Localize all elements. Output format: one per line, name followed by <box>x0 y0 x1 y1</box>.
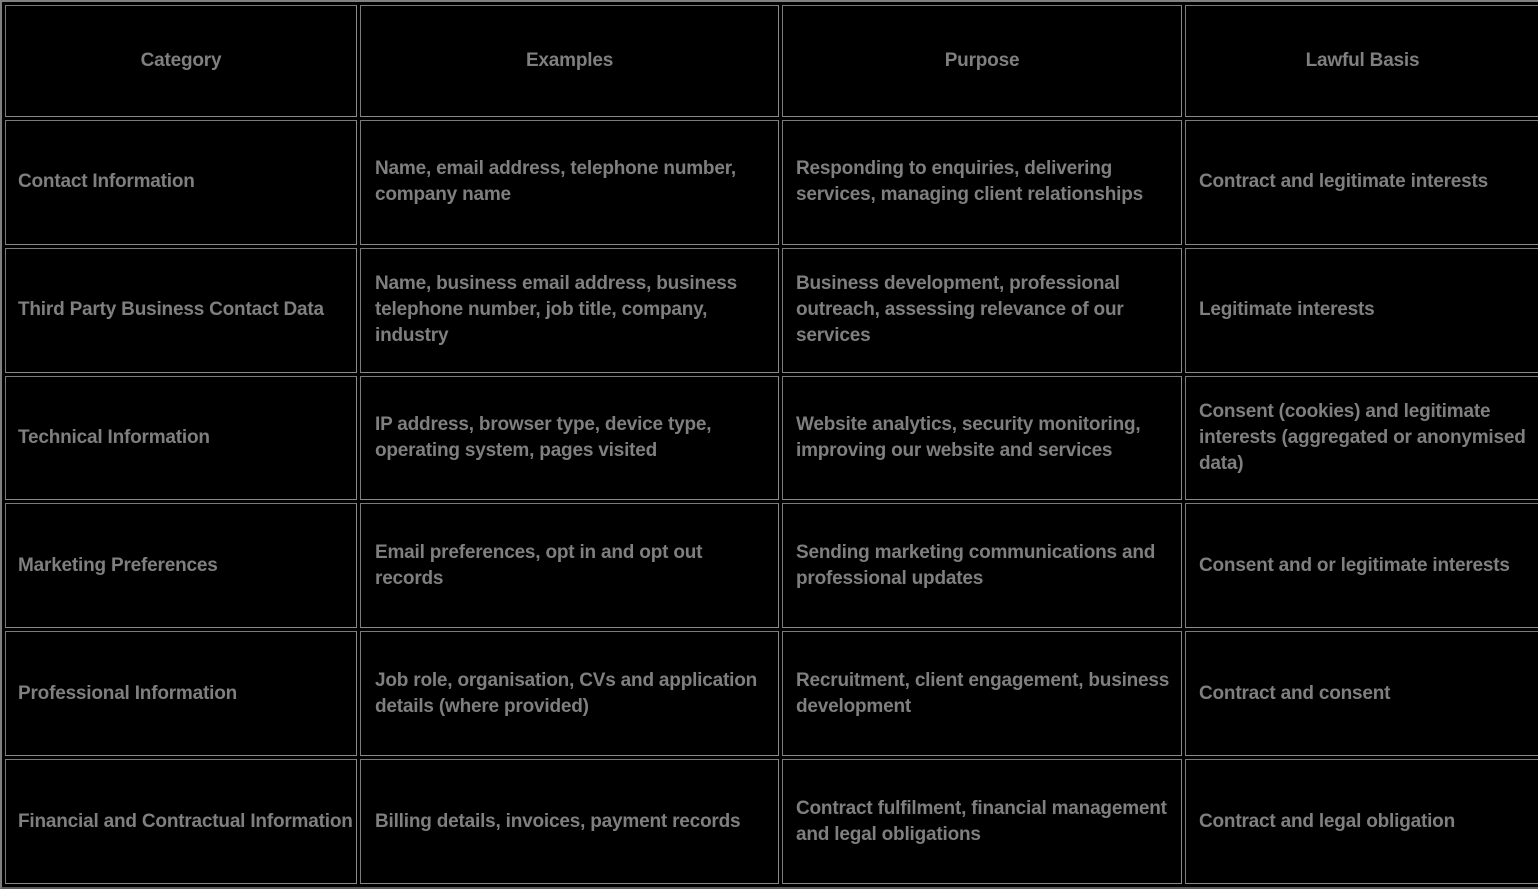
examples-cell: Job role, organisation, CVs and application details (where provided) <box>360 631 779 756</box>
table-header <box>5 5 1538 117</box>
examples-cell: Email preferences, opt in and opt out records <box>360 503 779 628</box>
table-row <box>5 631 1538 756</box>
header-examples: Examples <box>360 5 779 117</box>
table-row <box>5 376 1538 501</box>
purpose-cell: Recruitment, client engagement, business development <box>782 631 1182 756</box>
examples-cell: Name, email address, telephone number, company name <box>360 120 779 245</box>
header-row <box>5 5 1538 117</box>
table-row <box>5 248 1538 373</box>
header-lawful-basis: Lawful Basis <box>1185 5 1538 117</box>
lawful-basis-cell: Consent (cookies) and legitimate interests (aggregated or anonymised data) <box>1185 376 1538 501</box>
lawful-basis-cell: Contract and legal obligation <box>1185 759 1538 884</box>
category-cell: Contact Information <box>5 120 357 245</box>
category-cell: Third Party Business Contact Data <box>5 248 357 373</box>
purpose-cell: Sending marketing communications and professional updates <box>782 503 1182 628</box>
lawful-basis-cell: Contract and legitimate interests <box>1185 120 1538 245</box>
purpose-cell: Website analytics, security monitoring, improving our website and services <box>782 376 1182 501</box>
table-row <box>5 759 1538 884</box>
purpose-cell: Responding to enquiries, delivering services, managing client relationships <box>782 120 1182 245</box>
purpose-cell: Contract fulfilment, financial management and legal obligations <box>782 759 1182 884</box>
table-row <box>5 120 1538 245</box>
header-purpose: Purpose <box>782 5 1182 117</box>
lawful-basis-cell: Legitimate interests <box>1185 248 1538 373</box>
lawful-basis-cell: Contract and consent <box>1185 631 1538 756</box>
table-body <box>5 120 1538 884</box>
lawful-basis-cell: Consent and or legitimate interests <box>1185 503 1538 628</box>
examples-cell: Name, business email address, business telephone number, job title, company, industry <box>360 248 779 373</box>
header-category: Category <box>5 5 357 117</box>
category-cell: Professional Information <box>5 631 357 756</box>
category-cell: Financial and Contractual Information <box>5 759 357 884</box>
examples-cell: Billing details, invoices, payment records <box>360 759 779 884</box>
examples-cell: IP address, browser type, device type, operating system, pages visited <box>360 376 779 501</box>
table-row <box>5 503 1538 628</box>
category-cell: Technical Information <box>5 376 357 501</box>
purpose-cell: Business development, professional outreach, assessing relevance of our services <box>782 248 1182 373</box>
category-cell: Marketing Preferences <box>5 503 357 628</box>
